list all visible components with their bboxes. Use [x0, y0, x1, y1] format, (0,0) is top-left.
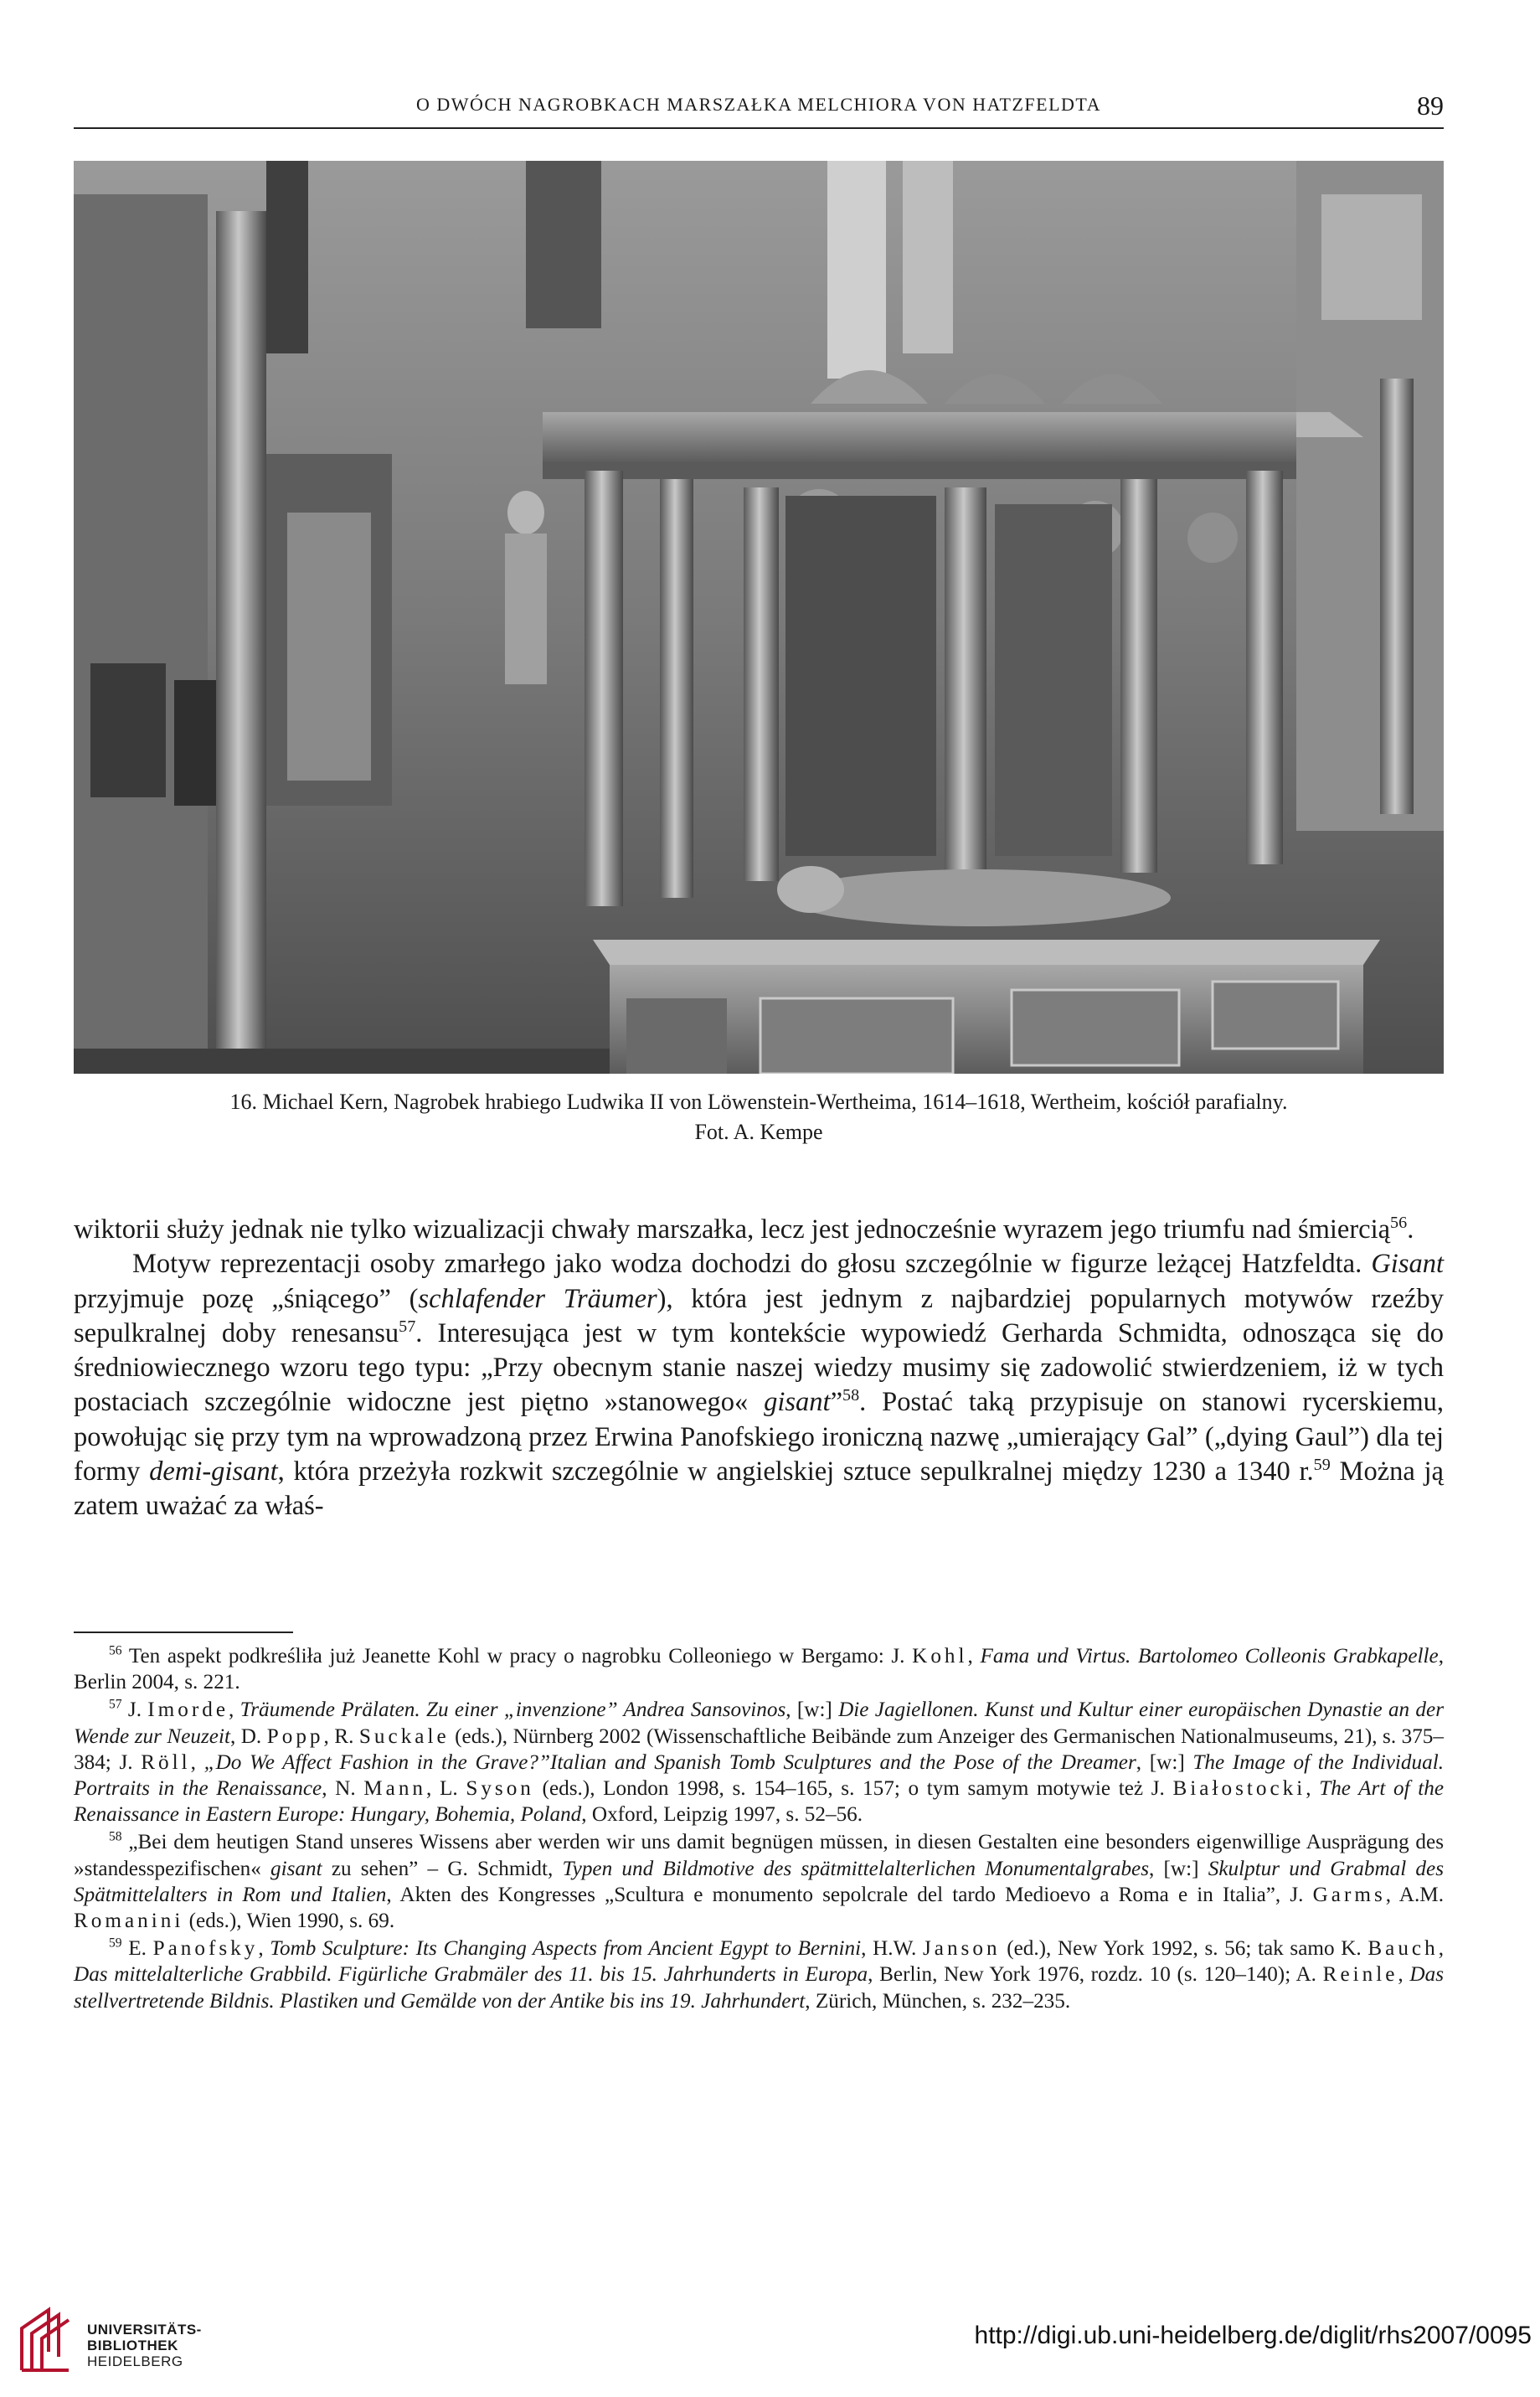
footnote	[74, 1829, 1444, 1934]
author-name: Panofsky	[152, 1937, 259, 1961]
author-name: Röll	[141, 1750, 191, 1774]
text: , Zürich, München, s. 232–235.	[805, 1989, 1071, 2013]
header-rule	[74, 127, 1444, 129]
book-title: Fama und Virtus. Bartolomeo Colleonis Grabkapelle	[980, 1645, 1439, 1668]
footnote-rule	[74, 1632, 293, 1633]
text: , L.	[426, 1777, 466, 1801]
author-name: Suckale	[358, 1724, 450, 1748]
paragraph	[74, 1247, 1444, 1523]
text: ,	[1398, 1963, 1410, 1987]
book-title: The Image of the Individual. Portraits in the Renaissance	[74, 1750, 1445, 1801]
book-title: Typen und Bildmotive des spätmittelalterlichen Monumentalgrabes	[562, 1857, 1150, 1880]
book-title: Träumende Prälaten. Zu einer „invenzione” Andrea Sansovinos	[239, 1699, 786, 1722]
author-name: Reinle	[1322, 1963, 1398, 1987]
caption-line: 16. Michael Kern, Nagrobek hrabiego Ludwika II von Löwenstein-Wertheima, 1614–1618, Wertheim, kościół parafialny.	[229, 1090, 1288, 1114]
author-name: Białostocki	[1172, 1777, 1306, 1801]
text: przyjmuje pozę „śniącego” (	[74, 1283, 419, 1314]
text: (eds.), Wien 1990, s. 69.	[183, 1910, 395, 1933]
term: schlafender Träumer	[418, 1283, 657, 1314]
text: , N.	[322, 1777, 364, 1801]
text: (eds.), London 1998, s. 154–165, s. 157; o tym samym motywie też J.	[533, 1777, 1173, 1801]
text: „Bei dem heutigen Stand unseres Wissens aber werden wir uns damit begnügen müssen, in diesen Gestalten eine besonders eigenwillige Ausprägung des »standesspezifischen«	[74, 1831, 1444, 1880]
tomb-photograph	[74, 161, 1444, 1074]
running-title: O DWÓCH NAGROBKACH MARSZAŁKA MELCHIORA VON HATZFELDTA	[415, 94, 1101, 115]
author-name: Janson	[922, 1937, 1001, 1961]
term: Gisant	[1371, 1249, 1444, 1280]
figure-caption	[74, 1087, 1444, 1147]
text: Można ją zatem uważać za właś-	[74, 1456, 1444, 1522]
footnote	[74, 1643, 1444, 1695]
body-text	[74, 1213, 1444, 1524]
text: ,	[1306, 1777, 1320, 1801]
text: , R.	[323, 1724, 359, 1748]
tomb-photograph-drawing	[74, 161, 1444, 1074]
author-name: Garms	[1312, 1883, 1386, 1906]
footnote-number: 56	[109, 1643, 122, 1658]
text: , Oxford, Leipzig 1997, s. 52–56.	[581, 1803, 863, 1827]
text: ,	[258, 1937, 270, 1961]
text: , która przeżyła rozkwit szczególnie w angielskiej sztuce sepulkralnej między 1230 a 1340 r.	[277, 1456, 1314, 1487]
text: Ten aspekt podkreśliła już Jeanette Kohl w pracy o nagrobku Colleoniego w Bergamo: J.	[121, 1645, 913, 1668]
author-name: Romanini	[74, 1910, 184, 1933]
text: Motyw reprezentacji osoby zmarłego jako wodza dochodzi do głosu szczególnie w figurze leżącej Hatzfeldta.	[132, 1249, 1372, 1280]
author-name: Bauch	[1367, 1937, 1439, 1961]
term: gisant	[764, 1387, 831, 1418]
page-header	[74, 90, 1444, 127]
term: demi-gisant	[149, 1456, 278, 1487]
footnote	[74, 1936, 1444, 2014]
library-logo[interactable]	[15, 2303, 283, 2379]
book-title: Die Jagiellonen. Kunst und Kultur einer europäischen Dynastie an der Wende zur Neuzeit	[74, 1699, 1444, 1748]
book-title: Das stellvertretende Bildnis. Plastiken und Gemälde von der Antike bis ins 19. Jahrhundert	[74, 1963, 1445, 2013]
author-name: Mann	[363, 1777, 427, 1801]
text: wiktorii służy jednak nie tylko wizualizacji chwały marszałka, lecz jest jednocześnie wyrazem jego triumfu nad śmiercią	[74, 1214, 1391, 1245]
footnote-ref: 59	[1313, 1456, 1331, 1475]
book-title: „Do We Affect Fashion in the Grave?”Italian and Spanish Tomb Sculptures and the Pose of the Dreamer	[203, 1750, 1136, 1774]
logo-line: BIBLIOTHEK	[87, 2338, 178, 2353]
text: , [w:]	[1149, 1857, 1208, 1880]
text: ,	[967, 1645, 981, 1668]
text: zu sehen” – G. Schmidt,	[322, 1857, 563, 1880]
footnotes	[74, 1643, 1444, 2016]
text: . Interesująca jest w tym kontekście wypowiedź Gerharda Schmidta, odnosząca się do średniowiecznego wzoru tego typu: „Przy obecnym stanie naszej wiedzy musimy się zadowolić stwierdzeniem, iż w tych postaciach szczególnie widoczne jest piętno »stanowego«	[74, 1317, 1445, 1418]
logo-line: HEIDELBERG	[87, 2353, 183, 2369]
book-title: Skulptur und Grabmal des Spätmittelalters in Rom und Italien	[74, 1857, 1445, 1906]
text: , Berlin, New York 1976, rozdz. 10 (s. 120–140); A.	[868, 1963, 1323, 1987]
text: (eds.), Nürnberg 2002 (Wissenschaftliche Beibände zum Anzeiger des Germanischen Nationalmuseums, 21), s. 375–384; J.	[74, 1724, 1444, 1774]
logo-line: UNIVERSITÄTS-	[87, 2322, 202, 2338]
footnote-ref: 58	[842, 1386, 860, 1405]
text: , D.	[229, 1724, 267, 1748]
term: gisant	[270, 1857, 322, 1880]
text: ,	[190, 1750, 204, 1774]
text: .	[1407, 1214, 1414, 1245]
text: ”	[830, 1387, 843, 1418]
text: ,	[229, 1699, 240, 1722]
text: . Postać taką przypisuje on stanowi rycerskiemu, powołując się przy tym na wprowadzoną przez Erwina Panofskiego ironiczną nazwę „umierający Gal” („dying Gaul”) dla tej formy	[74, 1387, 1444, 1487]
page-number: 89	[1417, 90, 1444, 121]
text: , [w:]	[785, 1699, 839, 1722]
footnote-ref: 56	[1390, 1214, 1408, 1233]
text: J.	[121, 1699, 148, 1722]
text: ,	[1438, 1937, 1445, 1961]
footnote-number: 59	[109, 1936, 122, 1951]
paragraph	[74, 1213, 1444, 1247]
library-name	[87, 2322, 202, 2369]
photo-credit: Fot. A. Kempe	[694, 1120, 823, 1144]
text: , H.W.	[861, 1937, 923, 1961]
text: E.	[121, 1937, 153, 1961]
library-logo-icon	[15, 2303, 90, 2379]
footnote	[74, 1697, 1444, 1827]
text: , [w:]	[1136, 1750, 1193, 1774]
footnote-number: 58	[109, 1830, 122, 1845]
footnote-number: 57	[109, 1698, 122, 1713]
text: ), która jest jednym z najbardziej popularnych motywów rzeźby sepulkralnej doby renesansu	[74, 1283, 1444, 1348]
book-title: The Art of the Renaissance in Eastern Europe: Hungary, Bohemia, Poland	[74, 1777, 1445, 1827]
author-name: Popp	[266, 1724, 324, 1748]
book-title: Das mittelalterliche Grabbild. Figürliche Grabmäler des 11. bis 15. Jahrhunderts in Europa	[74, 1963, 868, 1987]
text: , Akten des Kongresses „Scultura e monumento sepolcrale del tardo Medioevo a Roma e in Italia”, J.	[386, 1883, 1313, 1906]
footnote-ref: 57	[399, 1317, 416, 1337]
book-title: Tomb Sculpture: Its Changing Aspects from Ancient Egypt to Bernini	[270, 1937, 862, 1961]
source-url-link[interactable]: http://digi.ub.uni-heidelberg.de/diglit/rhs2007/0095	[974, 2322, 1532, 2349]
text: , Berlin 2004, s. 221.	[74, 1645, 1445, 1694]
author-name: Imorde	[147, 1699, 229, 1722]
author-name: Syson	[466, 1777, 534, 1801]
text: , A.M.	[1385, 1883, 1444, 1906]
text: (ed.), New York 1992, s. 56; tak samo K.	[1000, 1937, 1368, 1961]
author-name: Kohl	[912, 1645, 968, 1668]
